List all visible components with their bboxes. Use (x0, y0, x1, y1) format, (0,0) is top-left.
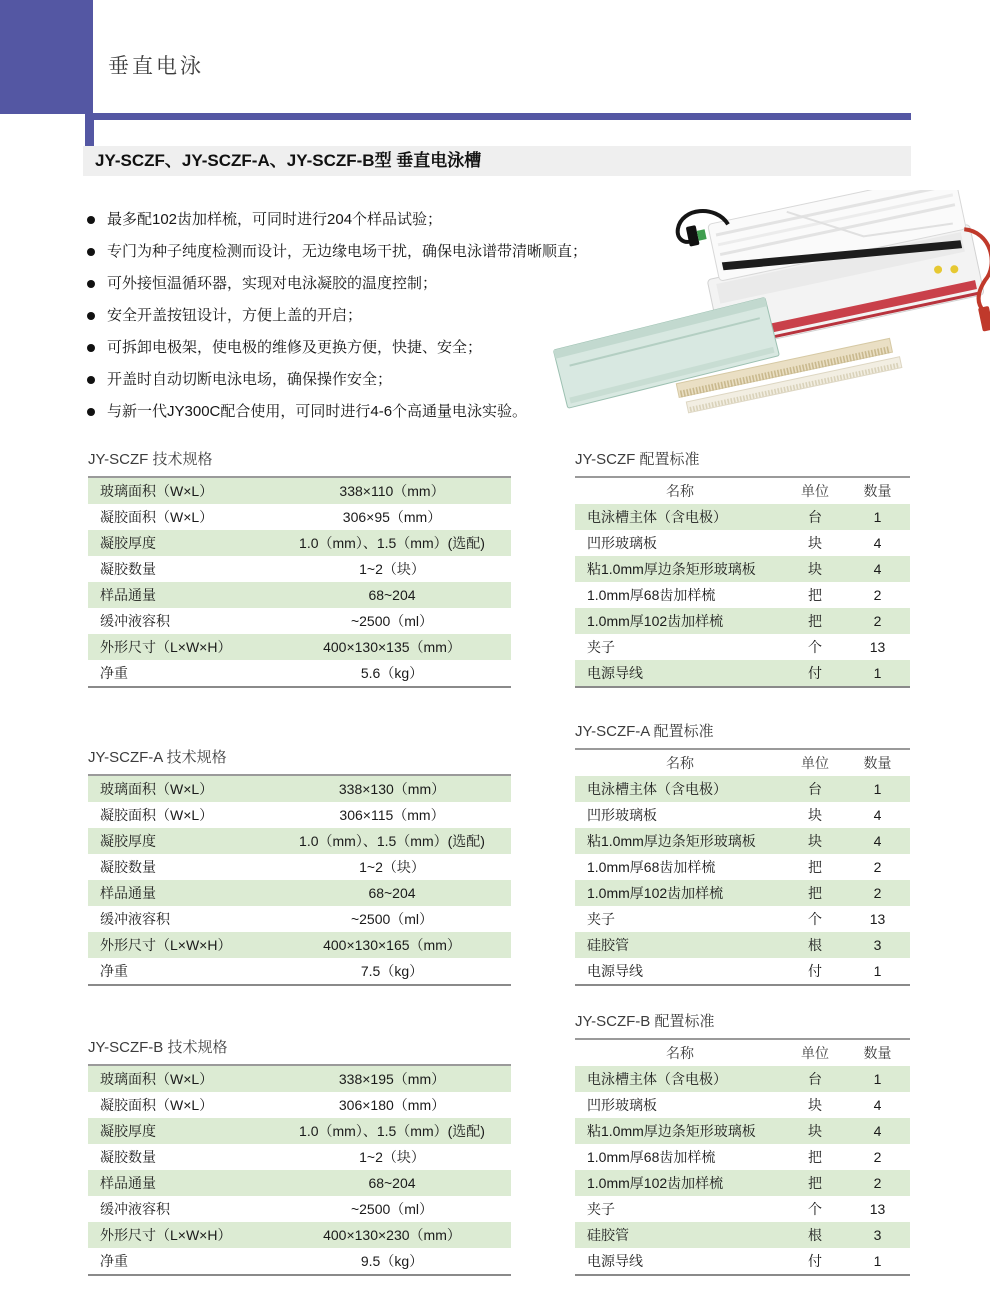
cell-label: 样品通量 (100, 1175, 156, 1191)
cell-label: 外形尺寸（L×W×H） (100, 937, 232, 953)
cell-label: 凝胶厚度 (100, 833, 156, 849)
header-accent-block (0, 0, 93, 114)
cell-value: 1~2（块） (359, 859, 425, 875)
c-unit: 块 (808, 807, 822, 823)
c-name: 粘1.0mm厚边条矩形玻璃板 (587, 1123, 756, 1139)
config-row (575, 854, 910, 880)
config-row (575, 776, 910, 802)
cell-value: 68~204 (368, 1175, 416, 1191)
config-row (575, 660, 910, 686)
c-name: 1.0mm厚68齿加样梳 (587, 1149, 716, 1165)
feature-item: 安全开盖按钮设计，方便上盖的开启； (85, 306, 725, 326)
cell-value: 306×95（mm） (342, 509, 442, 525)
cell-value: 338×195（mm） (338, 1071, 446, 1087)
spec-row (88, 1248, 511, 1274)
c-unit: 付 (808, 1253, 822, 1269)
cell-label: 玻璃面积（W×L） (100, 483, 214, 499)
spec-row (88, 1196, 511, 1222)
column-header-qty: 数量 (863, 1045, 892, 1061)
c-name: 夹子 (587, 1201, 615, 1217)
config-row (575, 504, 910, 530)
c-qty: 2 (873, 1175, 882, 1191)
feature-item: 开盖时自动切断电泳电场，确保操作安全； (85, 370, 725, 390)
column-header-qty: 数量 (863, 483, 892, 499)
c-name: 凹形玻璃板 (587, 1097, 657, 1113)
c-name: 1.0mm厚102齿加样梳 (587, 885, 724, 901)
config-row (575, 880, 910, 906)
cell-value: 338×110（mm） (339, 483, 445, 499)
c-name: 电泳槽主体（含电极） (587, 1071, 727, 1087)
cell-value: ~2500（ml） (350, 911, 434, 927)
config-row (575, 530, 910, 556)
c-qty: 13 (869, 639, 886, 655)
c-qty: 3 (873, 1227, 882, 1243)
spec-row (88, 1170, 511, 1196)
column-header-name: 名称 (666, 755, 694, 771)
cell-value: 400×130×135（mm） (323, 639, 461, 655)
config-table-body (575, 1038, 910, 1276)
config-table-body (575, 748, 910, 986)
config-table-jy-sczf-b (575, 1012, 910, 1276)
spec-row (88, 1118, 511, 1144)
c-qty: 2 (873, 587, 882, 603)
c-unit: 把 (808, 587, 822, 603)
cell-label: 凝胶面积（W×L） (100, 1097, 214, 1113)
config-row (575, 1092, 910, 1118)
c-unit: 把 (808, 1149, 822, 1165)
c-qty: 1 (873, 781, 882, 797)
spec-table-body (88, 1064, 511, 1276)
c-name: 电源导线 (587, 963, 643, 979)
c-qty: 4 (873, 833, 882, 849)
spec-row (88, 1092, 511, 1118)
c-name: 粘1.0mm厚边条矩形玻璃板 (587, 833, 756, 849)
c-qty: 4 (873, 807, 882, 823)
spec-row (88, 530, 511, 556)
c-unit: 个 (808, 1201, 822, 1217)
c-unit: 台 (808, 1071, 822, 1087)
c-qty: 1 (873, 509, 882, 525)
c-qty: 4 (873, 561, 882, 577)
c-qty: 2 (873, 859, 882, 875)
cell-label: 凝胶数量 (100, 859, 156, 875)
spec-row (88, 880, 511, 906)
c-unit: 把 (808, 613, 822, 629)
c-name: 电源导线 (587, 1253, 643, 1269)
spec-row (88, 776, 511, 802)
config-table-body (575, 476, 910, 688)
product-title: JY-SCZF、JY-SCZF-A、JY-SCZF-B型 垂直电泳槽 (83, 146, 911, 176)
cell-label: 凝胶数量 (100, 561, 156, 577)
spec-table-body (88, 476, 511, 688)
c-unit: 个 (808, 639, 822, 655)
cell-value: 5.6（kg） (360, 665, 424, 681)
config-row (575, 556, 910, 582)
c-unit: 块 (808, 561, 822, 577)
cell-label: 净重 (100, 963, 128, 979)
cell-value: 1~2（块） (359, 561, 425, 577)
column-header-name: 名称 (666, 483, 694, 499)
cell-label: 净重 (100, 665, 128, 681)
spec-row (88, 906, 511, 932)
spec-row (88, 608, 511, 634)
spec-row (88, 556, 511, 582)
table-title: JY-SCZF 配置标准 (575, 451, 700, 468)
cell-value: 1.0（mm）、1.5（mm）(选配) (299, 833, 485, 849)
cell-value: 338×130（mm） (338, 781, 446, 797)
config-row (575, 1118, 910, 1144)
c-unit: 付 (808, 963, 822, 979)
c-unit: 块 (808, 833, 822, 849)
c-qty: 4 (873, 1097, 882, 1113)
c-unit: 块 (808, 1097, 822, 1113)
cell-value: 9.5（kg） (360, 1253, 424, 1269)
c-unit: 付 (808, 665, 822, 681)
cell-label: 净重 (100, 1253, 128, 1269)
c-qty: 4 (873, 535, 882, 551)
c-qty: 1 (873, 1253, 882, 1269)
cell-value: 306×115（mm） (339, 807, 445, 823)
feature-item: 专门为种子纯度检测而设计，无边缘电场干扰，确保电泳谱带清晰顺直； (85, 242, 725, 262)
config-table-header (575, 1040, 910, 1066)
feature-item: 可外接恒温循环器，实现对电泳凝胶的温度控制； (85, 274, 725, 294)
config-row (575, 1196, 910, 1222)
spec-row (88, 634, 511, 660)
config-row (575, 1222, 910, 1248)
c-qty: 4 (873, 1123, 882, 1139)
cell-label: 外形尺寸（L×W×H） (100, 1227, 232, 1243)
spec-table-jy-sczf (88, 450, 511, 688)
c-name: 夹子 (587, 639, 615, 655)
cell-label: 外形尺寸（L×W×H） (100, 639, 232, 655)
cell-value: 68~204 (368, 587, 416, 603)
cell-label: 凝胶厚度 (100, 535, 156, 551)
c-unit: 台 (808, 509, 822, 525)
c-unit: 把 (808, 885, 822, 901)
page-header: 垂直电泳 (108, 55, 204, 78)
spec-row (88, 1144, 511, 1170)
c-unit: 个 (808, 911, 822, 927)
c-unit: 块 (808, 1123, 822, 1139)
config-table-jy-sczf-a (575, 722, 910, 986)
column-header-unit: 单位 (801, 483, 829, 499)
cell-value: ~2500（ml） (350, 613, 434, 629)
table-title: JY-SCZF-A 技术规格 (88, 749, 227, 766)
spec-table-body (88, 774, 511, 986)
feature-item: 最多配102齿加样梳，可同时进行204个样品试验； (85, 210, 725, 230)
feature-item: 可拆卸电极架，使电极的维修及更换方便，快捷、安全； (85, 338, 725, 358)
cell-label: 凝胶面积（W×L） (100, 509, 214, 525)
cell-value: 68~204 (368, 885, 416, 901)
cell-value: 1~2（块） (359, 1149, 425, 1165)
c-name: 1.0mm厚102齿加样梳 (587, 613, 724, 629)
c-name: 电源导线 (587, 665, 643, 681)
config-row (575, 1144, 910, 1170)
cell-value: 306×180（mm） (338, 1097, 446, 1113)
c-unit: 把 (808, 1175, 822, 1191)
spec-row (88, 660, 511, 686)
cell-label: 凝胶数量 (100, 1149, 156, 1165)
table-title: JY-SCZF-B 配置标准 (575, 1013, 715, 1030)
spec-row (88, 932, 511, 958)
cell-label: 凝胶面积（W×L） (100, 807, 214, 823)
cell-value: 400×130×230（mm） (323, 1227, 461, 1243)
config-row (575, 1248, 910, 1274)
c-qty: 1 (873, 665, 882, 681)
c-qty: 1 (873, 1071, 882, 1087)
cell-label: 缓冲液容积 (100, 1201, 170, 1217)
cell-label: 缓冲液容积 (100, 613, 170, 629)
c-qty: 3 (873, 937, 882, 953)
c-qty: 13 (869, 1201, 886, 1217)
spec-row (88, 1222, 511, 1248)
header-rule (85, 113, 911, 120)
spec-row (88, 478, 511, 504)
c-unit: 根 (808, 937, 822, 953)
c-qty: 2 (873, 885, 882, 901)
c-name: 硅胶管 (587, 937, 629, 953)
column-header-qty: 数量 (863, 755, 892, 771)
c-name: 电泳槽主体（含电极） (587, 509, 727, 525)
c-name: 电泳槽主体（含电极） (587, 781, 727, 797)
config-row (575, 906, 910, 932)
c-unit: 块 (808, 535, 822, 551)
config-row (575, 932, 910, 958)
header-rule-tab (85, 113, 94, 146)
spec-row (88, 582, 511, 608)
c-name: 粘1.0mm厚边条矩形玻璃板 (587, 561, 756, 577)
c-qty: 2 (873, 1149, 882, 1165)
column-header-unit: 单位 (801, 1045, 829, 1061)
config-row (575, 1066, 910, 1092)
config-row (575, 582, 910, 608)
config-row (575, 802, 910, 828)
cell-value: 400×130×165（mm） (323, 937, 461, 953)
config-row (575, 958, 910, 984)
config-row (575, 1170, 910, 1196)
product-photo (540, 190, 990, 420)
c-unit: 台 (808, 781, 822, 797)
spec-row (88, 802, 511, 828)
spec-table-jy-sczf-b (88, 1038, 511, 1276)
config-row (575, 608, 910, 634)
spec-row (88, 504, 511, 530)
cell-label: 缓冲液容积 (100, 911, 170, 927)
cell-label: 玻璃面积（W×L） (100, 781, 214, 797)
cell-label: 玻璃面积（W×L） (100, 1071, 214, 1087)
c-unit: 根 (808, 1227, 822, 1243)
config-row (575, 828, 910, 854)
spec-row (88, 1066, 511, 1092)
cell-value: 1.0（mm）、1.5（mm）(选配) (299, 535, 485, 551)
table-title: JY-SCZF 技术规格 (88, 451, 213, 468)
config-table-header (575, 478, 910, 504)
c-name: 1.0mm厚102齿加样梳 (587, 1175, 724, 1191)
cell-value: 1.0（mm）、1.5（mm）(选配) (299, 1123, 485, 1139)
c-unit: 把 (808, 859, 822, 875)
table-title: JY-SCZF-B 技术规格 (88, 1039, 228, 1056)
config-table-jy-sczf (575, 450, 910, 688)
cell-label: 凝胶厚度 (100, 1123, 156, 1139)
column-header-unit: 单位 (801, 755, 829, 771)
spec-row (88, 828, 511, 854)
table-title: JY-SCZF-A 配置标准 (575, 723, 714, 740)
spec-table-jy-sczf-a (88, 748, 511, 986)
c-name: 凹形玻璃板 (587, 535, 657, 551)
column-header-name: 名称 (666, 1045, 694, 1061)
spec-row (88, 854, 511, 880)
c-qty: 1 (873, 963, 882, 979)
c-name: 硅胶管 (587, 1227, 629, 1243)
c-name: 1.0mm厚68齿加样梳 (587, 587, 716, 603)
config-table-header (575, 750, 910, 776)
c-qty: 2 (873, 613, 882, 629)
c-name: 夹子 (587, 911, 615, 927)
spec-row (88, 958, 511, 984)
c-name: 凹形玻璃板 (587, 807, 657, 823)
cell-label: 样品通量 (100, 587, 156, 603)
c-name: 1.0mm厚68齿加样梳 (587, 859, 716, 875)
cell-value: 7.5（kg） (360, 963, 424, 979)
c-qty: 13 (869, 911, 886, 927)
cell-value: ~2500（ml） (350, 1201, 434, 1217)
config-row (575, 634, 910, 660)
feature-item: 与新一代JY300C配合使用，可同时进行4-6个高通量电泳实验。 (85, 402, 725, 422)
cell-label: 样品通量 (100, 885, 156, 901)
